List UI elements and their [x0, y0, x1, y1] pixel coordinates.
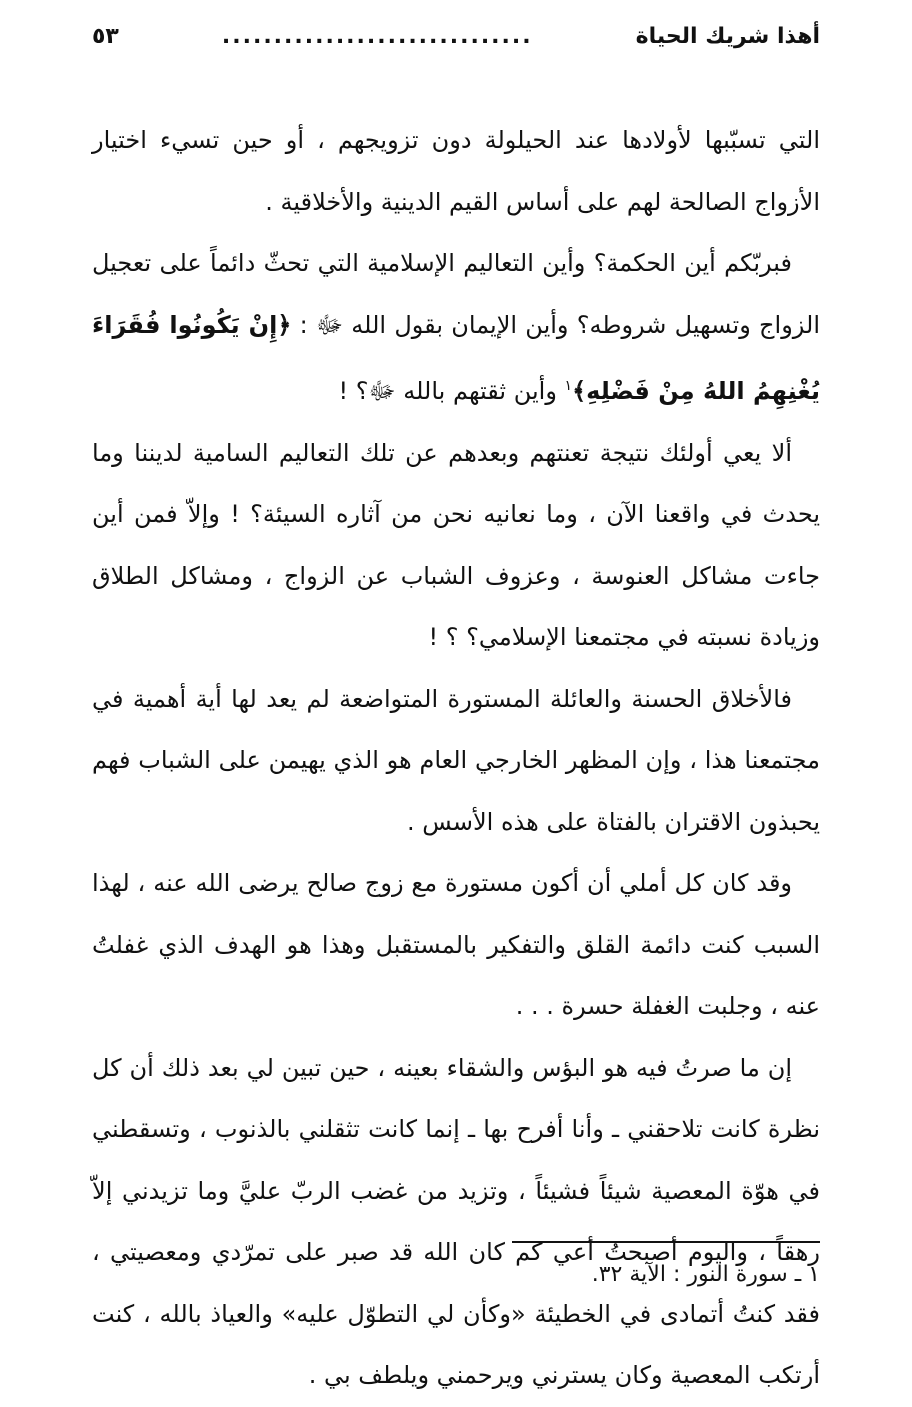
footnote-separator	[512, 1241, 820, 1243]
paragraph-1: التي تسبّبها لأولادها عند الحيلولة دون تزويجهم ، أو حين تسيء اختيار الأزواج الصالحة لهم على أساس القيم الدينية والأخلاقية .	[92, 126, 820, 216]
leader-dots: ..............................	[221, 24, 533, 49]
paragraph-4: فالأخلاق الحسنة والعائلة المستورة المتواضعة لم يعد لها أية أهمية في مجتمعنا هذا ، وإن المظهر الخارجي العام هو الذي يهيمن على الشباب فهم يحبذون الاقتران بالفتاة على هذه الأسس .	[92, 684, 820, 836]
paragraph-2	[92, 233, 820, 423]
body-text	[92, 110, 820, 1407]
page-number: ٥٣	[92, 24, 119, 49]
paragraph-2-before: فبربّكم أين الحكمة؟ وأين التعاليم الإسلامية التي تحثّ دائماً على تعجيل الزواج وتسهيل شروطه؟ وأين الإيمان بقول الله ﷻ :	[92, 249, 821, 339]
paragraph-6: إن ما صرتُ فيه هو البؤس والشقاء بعينه ، حين تبين لي بعد ذلك أن كل نظرة كانت تلاحقني ـ وأنا أفرح بها ـ إنما كانت تثقلني بالذنوب ، وتسقطني في هوّة المعصية شيئاً فشيئاً ، وتزيد من غضب الربّ عليَّ وما تزيدني إلاّ رهقاً ، واليوم أصبحتُ أعي كم كان الله قد صبر على تمرّدي ومعصيتي ، فقد كنتُ أتمادى في الخطيئة «وكأن لي التطوّل عليه» والعياذ بالله ، كنت أرتكب المعصية وكان يسترني ويرحمني ويلطف بي .	[92, 1053, 820, 1389]
paragraph-3: ألا يعي أولئك نتيجة تعنتهم وبعدهم عن تلك التعاليم السامية لديننا وما يحدث في واقعنا الآن ، وما نعانيه نحن من آثاره السيئة؟ ! وإلاّ فمن أين جاءت مشاكل العنوسة ، وعزوف الشباب عن الزواج ، ومشاكل الطلاق وزيادة نسبته في مجتمعنا الإسلامي؟ ؟ !	[92, 438, 820, 651]
paragraph-2-after: وأين ثقتهم بالله ﷻ؟ !	[338, 377, 565, 405]
quran-verse: ﴿إِنْ يَكُونُوا فُقَرَاءَ يُغْنِهِمُ اللهُ مِنْ فَضْلِهِ﴾	[92, 310, 820, 405]
paragraph-5: وقد كان كل أملي أن أكون مستورة مع زوج صالح يرضى الله عنه ، لهذا السبب كنت دائمة القلق والتفكير بالمستقبل وهذا هو الهدف الذي غفلتُ عنه ، وجلبت الغفلة حسرة . . .	[92, 869, 820, 1020]
footnote: ١ ـ سورة النور : الآية ٣٢.	[591, 1262, 820, 1287]
footnote-reference[interactable]: ١	[564, 378, 573, 394]
running-title: أهذا شريك الحياة	[635, 24, 820, 49]
running-header	[92, 24, 820, 70]
book-page	[92, 24, 820, 1407]
